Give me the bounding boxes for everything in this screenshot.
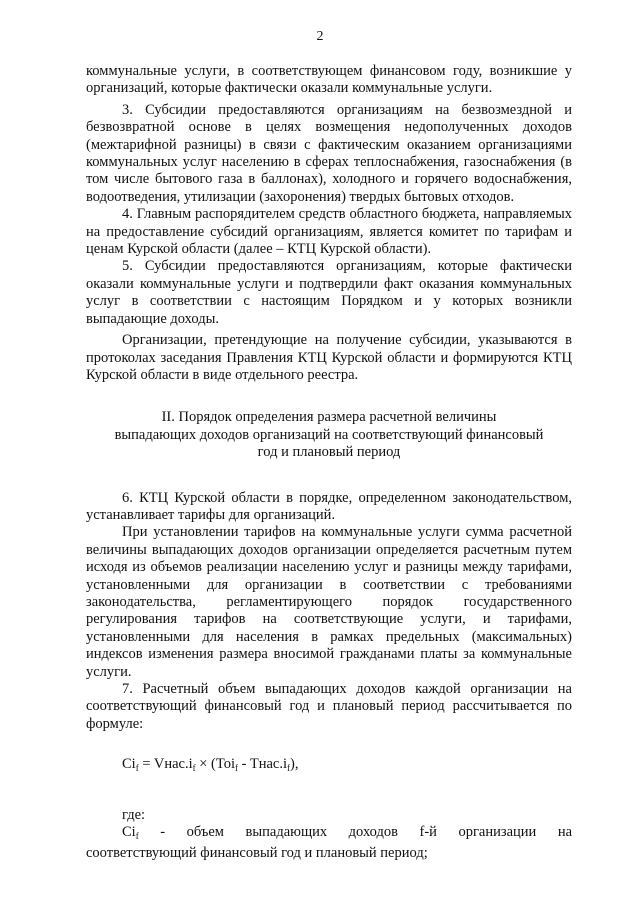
paragraph: коммунальные услуги, в соответствующем финансовом году, возникшие у организаций, которые фактически оказали коммунальные услуги. bbox=[86, 63, 572, 97]
section-heading bbox=[86, 409, 572, 461]
definition bbox=[86, 824, 572, 863]
formula: $Ci_f$ = $Vнас.i_f \times (Toi_f$ - $Tнас.i_f$), bbox=[122, 756, 299, 774]
paragraph: 7. Расчетный объем выпадающих доходов каждой организации на соответствующий финансовый год и плановый период рассчитывается по формуле: bbox=[86, 681, 572, 732]
paragraph: 4. Главным распорядителем средств областного бюджета, направляемых на предоставление субсидий организациям, является комитет по тарифам и ценам Курской области (далее – КТЦ Курской области). bbox=[86, 206, 572, 258]
section-heading-line: II. Порядок определения размера расчетной величины bbox=[161, 409, 497, 426]
where-label: где: bbox=[122, 806, 146, 823]
paragraph: 3. Субсидии предоставляются организациям на безвозмездной и безвозвратной основе в целях возмещения недополученных доходов (межтарифной разницы) в связи с фактическим оказанием организациями коммунальных услуг населению в сферах теплоснабжения, газоснабжения (в том числе бытового газа в баллонах), холодного и горячего водоснабжения, водоотведения, утилизации (захоронения) твердых бытовых отходов. bbox=[86, 101, 572, 205]
definition-continuation: соответствующий финансовый год и плановый период; bbox=[86, 845, 428, 862]
definition-first-line: $Ci_f$ - объем выпадающих доходов f-й организации на bbox=[122, 824, 573, 842]
paragraph: При установлении тарифов на коммунальные услуги сумма расчетной величины выпадающих доходов организации определяется расчетным путем исходя из объемов реализации населению услуг и разницы между тарифами, установленными для организации в соответствии с требованиями законодательства, регламентирующего порядок государственного регулирования тарифов на соответствующие услуги, и тарифами, установленными для населения в рамках предельных (максимальных) индексов изменения размера вносимой гражданами платы за коммунальные услуги. bbox=[86, 524, 572, 680]
document-body bbox=[86, 63, 572, 863]
paragraph: Организации, претендующие на получение субсидии, указываются в протоколах заседания Правления КТЦ Курской области и формируются КТЦ Курской области в виде отдельного реестра. bbox=[86, 332, 572, 383]
section-heading-line: год и плановый период bbox=[257, 444, 401, 461]
page-number: 2 bbox=[316, 29, 324, 44]
section-heading-line: выпадающих доходов организаций на соответствующий финансовый bbox=[114, 426, 544, 443]
paragraph: 6. КТЦ Курской области в порядке, определенном законодательством, устанавливает тарифы для организаций. bbox=[86, 489, 572, 523]
paragraph: 5. Субсидии предоставляются организациям, которые фактически оказали коммунальные услуги и подтвердили факт оказания коммунальных услуг в соответствии с настоящим Порядком и у которых возникли выпадающие доходы. bbox=[86, 258, 572, 327]
